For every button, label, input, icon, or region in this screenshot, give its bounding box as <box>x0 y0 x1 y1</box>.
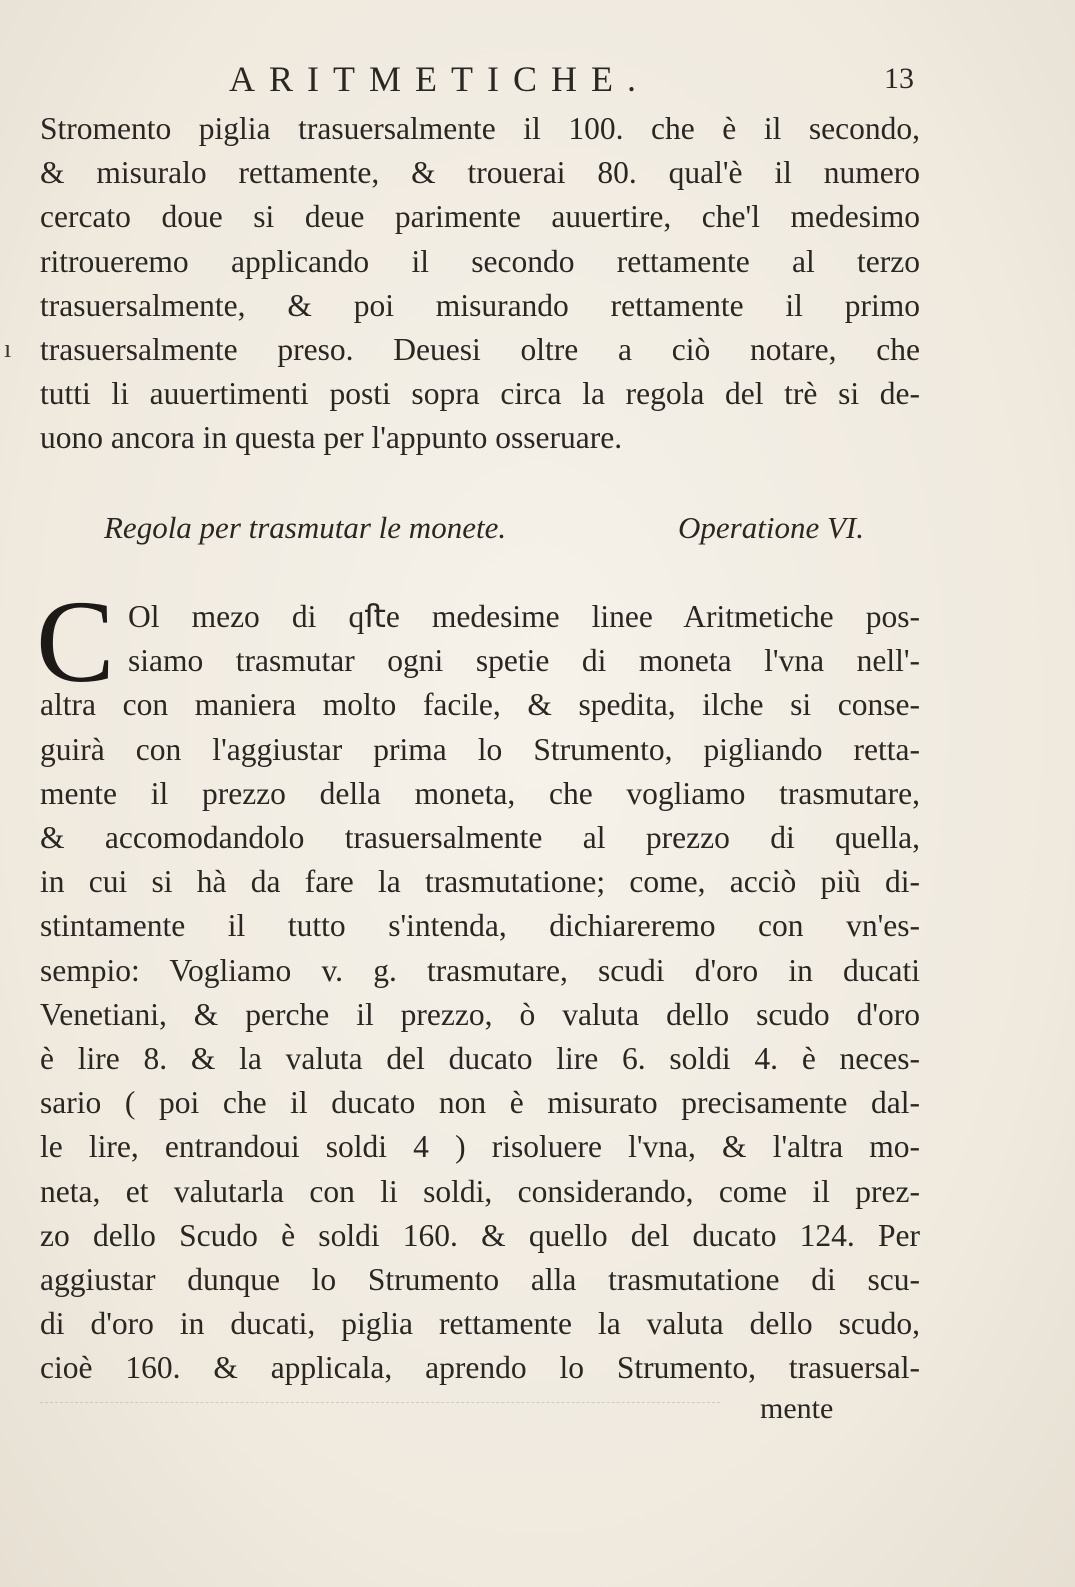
text-line: è lire 8. & la valuta del ducato lire 6. soldi 4. è neces- <box>40 1041 920 1077</box>
print-bleed-line <box>40 1402 720 1403</box>
text-line: cercato doue si deue parimente auuertire, che'l medesimo <box>40 199 920 235</box>
text-line: uono ancora in questa per l'appunto osseruare. <box>40 420 623 456</box>
text-line: sario ( poi che il ducato non è misurato precisamente dal- <box>40 1085 920 1121</box>
section-title: Regola per trasmutar le monete. <box>104 510 507 545</box>
text-line: Ol mezo di qﬅe medesime linee Aritmetiche pos- <box>128 599 920 634</box>
text-line: & accomodandolo trasuersalmente al prezzo di quella, <box>40 820 920 856</box>
paragraph-continued <box>40 107 920 461</box>
text-line: trasuersalmente, & poi misurando rettamente il primo <box>40 287 920 323</box>
text-line: Venetiani, & perche il prezzo, ò valuta dello scudo d'oro <box>40 996 920 1032</box>
text-line: sempio: Vogliamo v. g. trasmutare, scudi d'oro in ducati <box>40 952 920 988</box>
text-line: altra con maniera molto facile, & spedita, ilche si conse- <box>40 687 920 723</box>
page-header <box>44 58 914 102</box>
text-line: zo dello Scudo è soldi 160. & quello del ducato 124. Per <box>40 1217 920 1253</box>
text-line: neta, et valutarla con li soldi, considerando, come il prez- <box>40 1173 920 1209</box>
text-line: in cui si hà da fare la trasmutatione; come, acciò più di- <box>40 864 920 900</box>
section-heading <box>104 510 864 546</box>
text-line: di d'oro in ducati, piglia rettamente la valuta dello scudo, <box>40 1306 920 1342</box>
operation-label: Operatione VI. <box>678 510 864 545</box>
text-line: tutti li auuertimenti posti sopra circa la regola del trè si de- <box>40 376 920 412</box>
paragraph-main <box>40 595 920 1391</box>
text-line: guirà con l'aggiustar prima lo Strumento, pigliando retta- <box>40 731 920 767</box>
text-line: mente il prezzo della moneta, che vogliamo trasmutare, <box>40 775 920 811</box>
text-line: Stromento piglia trasuersalmente il 100. che è il secondo, <box>40 111 920 146</box>
text-line: & misuralo rettamente, & trouerai 80. qual'è il numero <box>40 155 920 191</box>
page-number: 13 <box>884 62 914 95</box>
margin-mark: ı <box>4 334 12 363</box>
text-line: aggiustar dunque lo Strumento alla trasmutatione di scu- <box>40 1262 920 1298</box>
text-line: trasuersalmente preso. Deuesi oltre a ciò notare, che <box>40 332 920 368</box>
text-line: stintamente il tutto s'intenda, dichiareremo con vn'es- <box>40 908 920 944</box>
running-head: ARITMETICHE. <box>229 59 650 99</box>
catchword: mente <box>760 1392 834 1425</box>
drop-cap-initial: C <box>36 576 115 707</box>
text-line: siamo trasmutar ogni spetie di moneta l'vna nell'- <box>128 643 920 679</box>
text-line: ritroueremo applicando il secondo rettamente al terzo <box>40 243 920 279</box>
text-line: le lire, entrandoui soldi 4 ) risoluere l'vna, & l'altra mo- <box>40 1129 920 1165</box>
text-line: cioè 160. & applicala, aprendo lo Strumento, trasuersal- <box>40 1350 920 1386</box>
